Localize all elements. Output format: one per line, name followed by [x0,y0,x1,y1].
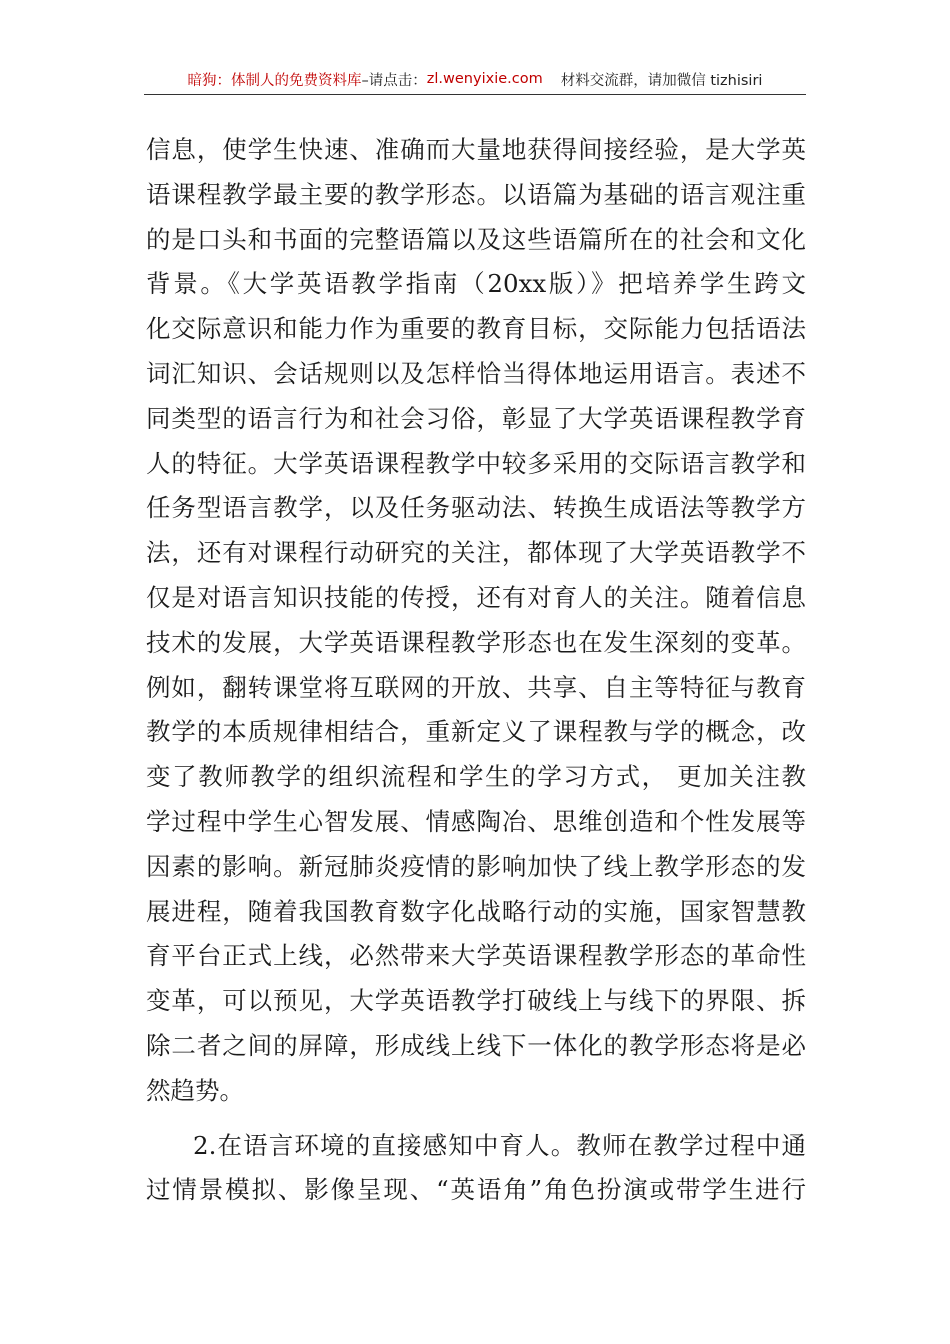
text-line: 的是口头和书面的完整语篇以及这些语篇所在的社会和文化 [146,224,806,254]
header-url-link[interactable]: zl.wenyixie.com [426,71,543,87]
paragraph-1 [146,128,806,1114]
header-site-name: 暗狗：体制人的免费资料库 [187,72,362,89]
text-line: 技术的发展，大学英语课程教学形态也在发生深刻的变革。 [146,627,806,657]
text-line: 然趋势。 [146,1075,244,1105]
text-line: 化交际意识和能力作为重要的教育目标，交际能力包括语法 [146,314,806,344]
text-line: 词汇知识、会话规则以及怎样恰当得体地运用语言。表述不 [146,358,806,388]
text-line: 人的特征。大学英语课程教学中较多采用的交际语言教学和 [146,448,806,478]
paragraph-2 [146,1124,806,1214]
text-line: 学过程中学生心智发展、情感陶冶、思维创造和个性发展等 [146,806,806,836]
text-line: 育平台正式上线，必然带来大学英语课程教学形态的革命性 [146,941,806,971]
text-line: 例如，翻转课堂将互联网的开放、共享、自主等特征与教育 [146,672,806,702]
text-line: 变革，可以预见，大学英语教学打破线上与线下的界限、拆 [146,986,806,1016]
header-contact: 材料交流群，请加微信 tizhisiri [560,72,763,89]
text-line: 信息，使学生快速、准确而大量地获得间接经验，是大学英 [146,135,806,164]
text-line: 变了教师教学的组织流程和学生的学习方式， 更加关注教 [146,762,806,792]
text-line: 背景。《大学英语教学指南（20xx版）》把培养学生跨文 [146,269,806,299]
text-line: 展进程，随着我国教育数字化战略行动的实施，国家智慧教 [146,896,806,926]
text-line: 仅是对语言知识技能的传授，还有对育人的关注。随着信息 [146,582,806,612]
text-line: 语课程教学最主要的教学形态。以语篇为基础的语言观注重 [146,179,806,209]
text-line: 同类型的语言行为和社会习俗，彰显了大学英语课程教学育 [146,403,806,433]
text-line: 教学的本质规律相结合，重新定义了课程教与学的概念，改 [146,717,806,747]
text-line: 2.在语言环境的直接感知中育人。教师在教学过程中通 [193,1130,806,1160]
paragraph-spacing [146,1114,806,1124]
text-line: 除二者之间的屏障，形成线上线下一体化的教学形态将是必 [146,1030,806,1060]
header-click-prompt: –请点击： [361,72,427,89]
text-line: 过情景模拟、影像呈现、“英语角”角色扮演或带学生进行 [146,1175,806,1205]
text-line: 任务型语言教学，以及任务驱动法、转换生成语法等教学方 [146,493,806,523]
text-line: 法，还有对课程行动研究的关注，都体现了大学英语教学不 [146,538,806,568]
page-header [144,64,806,95]
text-line: 因素的影响。新冠肺炎疫情的影响加快了线上教学形态的发 [146,851,806,881]
document-body [146,128,806,1213]
